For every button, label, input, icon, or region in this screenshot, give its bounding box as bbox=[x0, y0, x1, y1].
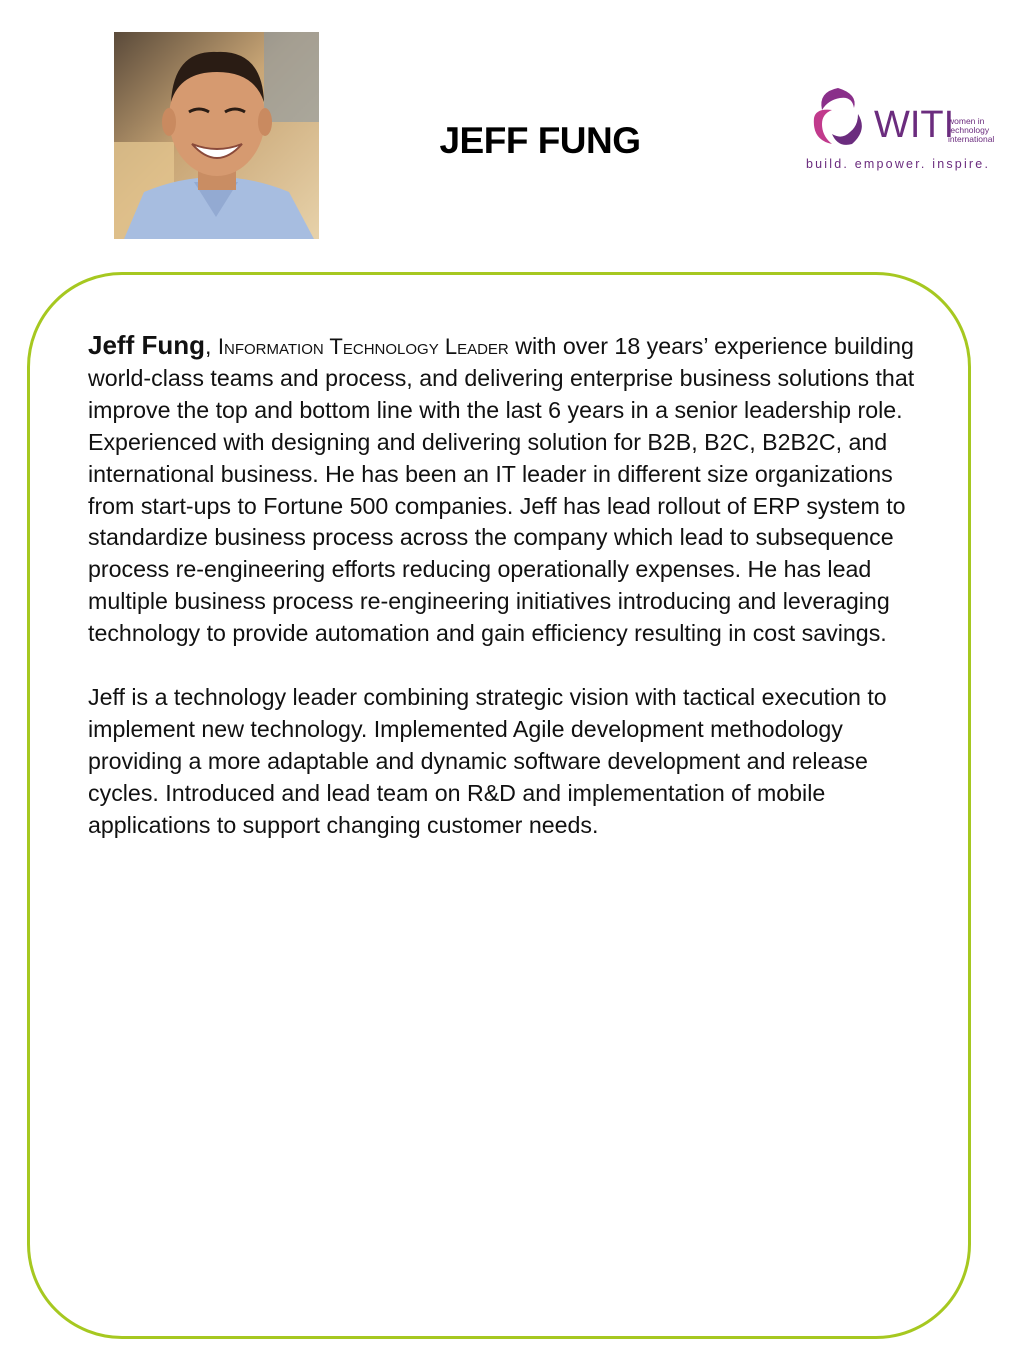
page-title: JEFF FUNG bbox=[439, 120, 641, 161]
bio-paragraph-2: Jeff is a technology leader combining strategic vision with tactical execution to implement new technology. Implemented Agile development methodology providing a more adaptable and dynamic software development and release cycles. Introduced and lead team on R&D and implementation of mobile applications to support changing customer needs. bbox=[88, 683, 887, 838]
bio-name-separator: , bbox=[205, 333, 218, 359]
portrait-photo bbox=[114, 32, 319, 239]
bio-name: Jeff Fung bbox=[88, 330, 205, 360]
witi-subtitle-line: international bbox=[948, 134, 995, 144]
bio-paragraph-1-text: with over 18 years’ experience building world-class teams and process, and delivering enterprise business solutions that improve the top and bottom line with the last 6 years in a senior leadership role. Experienced with designing and delivering solution for B2B, B2C, B2B2C, and international business. He has been an IT leader in different size organizations from start-ups to Fortune 500 companies. Jeff has lead rollout of ERP system to standardize business process across the company which lead to subsequence process re-engineering efforts reducing operationally expenses. He has lead multiple business process re-engineering initiatives introducing and leveraging technology to provide automation and gain efficiency resulting in cost savings. bbox=[88, 333, 915, 647]
witi-subtitle-line: technology bbox=[948, 125, 990, 135]
witi-subtitle-line: women in bbox=[948, 116, 985, 126]
bio-paragraph-1 bbox=[88, 330, 928, 650]
bio-role: Information Technology Leader bbox=[217, 334, 509, 359]
bio-text bbox=[88, 330, 928, 841]
witi-swirl-icon bbox=[808, 84, 870, 150]
witi-wordmark: WITI bbox=[874, 104, 955, 146]
witi-logo bbox=[804, 84, 1004, 174]
witi-tagline: build. empower. inspire. bbox=[806, 157, 991, 171]
witi-subtitle bbox=[948, 117, 1008, 144]
